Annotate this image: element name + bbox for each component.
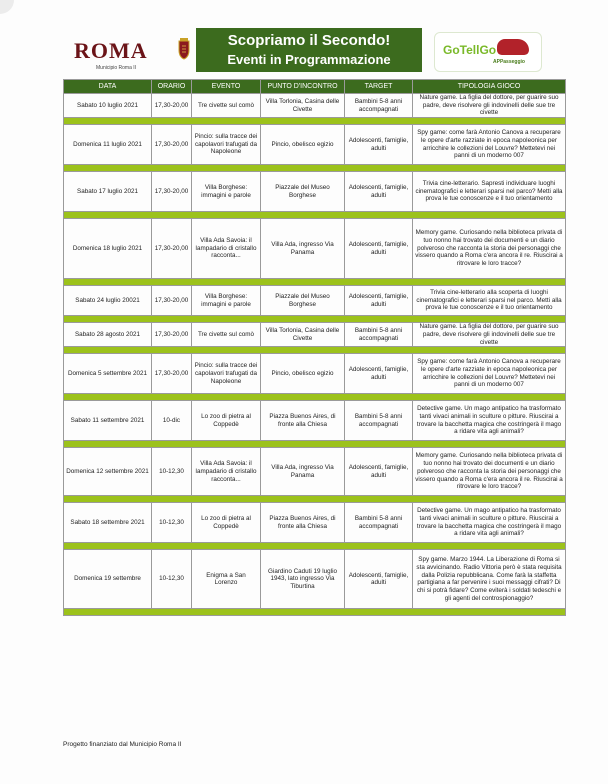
gotellgo-logo (434, 32, 542, 72)
column-header-punto: PUNTO D'INCONTRO (261, 80, 345, 94)
cell-date: Domenica 11 luglio 2021 (64, 125, 152, 165)
cell-time: 17,30-20,00 (152, 172, 192, 212)
row-separator-band (64, 279, 566, 286)
cell-game-type: Spy game: come farà Antonio Canova a recuperare le opere d'arte razziate in epoca napoleonica per arricchire le collezioni del Louvre? Mettetevi nei panni di un moderno 007 (413, 125, 566, 165)
cell-game-type: Nature game. La figlia del dottore, per guarire suo padre, deve risolvere gli indovinelli delle sue tre civette (413, 94, 566, 118)
cell-event: Lo zoo di pietra al Coppedè (192, 401, 261, 441)
row-separator (64, 609, 566, 616)
cell-target: Adolescenti, famiglie, adulti (345, 448, 413, 496)
row-separator (64, 394, 566, 401)
cell-game-type: Detective game. Un mago antipatico ha trasformato tanti vivaci animali in sculture o pitture. Riuscirai a trovare la bacchetta magica che costringerà il mago a ridare vita agli animali? (413, 401, 566, 441)
cell-game-type: Memory game. Curiosando nella biblioteca privata di tuo nonno hai trovato dei documenti e un diario polveroso che racconta la storia dei personaggi che vissero quando a Roma c'era ancora il re. Riuscirai a ritrovare le loro tracce? (413, 219, 566, 279)
cell-game-type: Trivia cine-letterario alla scoperta di luoghi cinematografici e letterari sparsi nel parco. Metti alla prova le tue conoscenze e il tuo orientamento (413, 286, 566, 316)
cell-meeting-point: Giardino Caduti 19 luglio 1943, lato ingresso Via Tiburtina (261, 550, 345, 609)
shoe-icon (497, 39, 529, 55)
cell-meeting-point: Piazza Buenos Aires, di fronte alla Chiesa (261, 401, 345, 441)
row-separator (64, 496, 566, 503)
cell-target: Bambini 5-8 anni accompagnati (345, 323, 413, 347)
row-separator (64, 165, 566, 172)
cell-time: 10-12,30 (152, 550, 192, 609)
roma-logo (74, 34, 194, 76)
table-row (64, 286, 566, 316)
cell-time: 17,30-20,00 (152, 125, 192, 165)
cell-date: Sabato 10 luglio 2021 (64, 94, 152, 118)
cell-target: Adolescenti, famiglie, adulti (345, 354, 413, 394)
document-header (60, 28, 565, 80)
cell-meeting-point: Piazza Buenos Aires, di fronte alla Chiesa (261, 503, 345, 543)
cell-event: Pincio: sulla tracce dei capolavori trafugati da Napoleone (192, 354, 261, 394)
cell-date: Domenica 5 settembre 2021 (64, 354, 152, 394)
row-separator-band (64, 347, 566, 354)
cell-meeting-point: Pincio, obelisco egizio (261, 125, 345, 165)
row-separator-band (64, 609, 566, 616)
cell-time: 17,30-20,00 (152, 354, 192, 394)
column-header-target: TARGET (345, 80, 413, 94)
cell-time: 17,30-20,00 (152, 219, 192, 279)
gotellgo-logo-word: GoTellGo (443, 43, 497, 57)
row-separator-band (64, 441, 566, 448)
roma-crest-icon (176, 38, 192, 60)
events-table (63, 79, 566, 616)
column-header-data: DATA (64, 80, 152, 94)
cell-meeting-point: Villa Ada, ingresso Via Panama (261, 448, 345, 496)
title-banner (196, 28, 422, 72)
cell-date: Domenica 18 luglio 2021 (64, 219, 152, 279)
cell-event: Lo zoo di pietra al Coppedè (192, 503, 261, 543)
cell-meeting-point: Piazzale del Museo Borghese (261, 172, 345, 212)
gotellgo-logo-sub: APPasseggio (493, 59, 525, 65)
cell-game-type: Nature game. La figlia del dottore, per guarire suo padre, deve risolvere gli indovinelli delle sue tre civette (413, 323, 566, 347)
row-separator (64, 316, 566, 323)
row-separator (64, 279, 566, 286)
cell-date: Sabato 28 agosto 2021 (64, 323, 152, 347)
table-row (64, 125, 566, 165)
cell-event: Villa Borghese: immagini e parole (192, 286, 261, 316)
table-row (64, 323, 566, 347)
cell-meeting-point: Villa Torlonia, Casina delle Civette (261, 94, 345, 118)
table-row (64, 550, 566, 609)
cell-event: Villa Borghese: immagini e parole (192, 172, 261, 212)
cell-target: Adolescenti, famiglie, adulti (345, 550, 413, 609)
table-row (64, 448, 566, 496)
cell-event: Villa Ada Savoia: il lampadario di cristallo racconta... (192, 219, 261, 279)
cell-event: Villa Ada Savoia: il lampadario di cristallo racconta... (192, 448, 261, 496)
cell-time: 10-12,30 (152, 503, 192, 543)
page-corner (0, 0, 14, 14)
row-separator-band (64, 165, 566, 172)
cell-event: Enigma a San Lorenzo (192, 550, 261, 609)
table-row (64, 219, 566, 279)
cell-event: Pincio: sulla tracce dei capolavori trafugati da Napoleone (192, 125, 261, 165)
cell-time: 10-dic (152, 401, 192, 441)
row-separator (64, 118, 566, 125)
table-row (64, 401, 566, 441)
roma-logo-word: ROMA (74, 38, 148, 63)
table-row (64, 172, 566, 212)
cell-meeting-point: Pincio, obelisco egizio (261, 354, 345, 394)
cell-game-type: Trivia cine-letterario. Sapresti individuare luoghi cinematografici e letterari sparsi nel parco? Metti alla prova le tue conoscenze e il tuo orientamento (413, 172, 566, 212)
cell-meeting-point: Villa Ada, ingresso Via Panama (261, 219, 345, 279)
cell-game-type: Memory game. Curiosando nella biblioteca privata di tuo nonno hai trovato dei documenti e un diario polveroso che racconta la storia dei personaggi che vissero quando a Roma c'era ancora il re. Riuscirai a ritrovare le loro tracce? (413, 448, 566, 496)
footer-note: Progetto finanziato dal Municipio Roma II (63, 741, 182, 748)
cell-meeting-point: Piazzale del Museo Borghese (261, 286, 345, 316)
cell-date: Domenica 12 settembre 2021 (64, 448, 152, 496)
cell-game-type: Detective game. Un mago antipatico ha trasformato tanti vivaci animali in sculture o pitture. Riuscirai a trovare la bacchetta magica che costringerà il mago a ridare vita agli animali? (413, 503, 566, 543)
table-row (64, 354, 566, 394)
cell-event: Tre civette sul comò (192, 94, 261, 118)
cell-target: Adolescenti, famiglie, adulti (345, 286, 413, 316)
cell-target: Adolescenti, famiglie, adulti (345, 125, 413, 165)
table-row (64, 94, 566, 118)
row-separator-band (64, 394, 566, 401)
table-header-row (64, 80, 566, 94)
cell-date: Sabato 11 settembre 2021 (64, 401, 152, 441)
cell-game-type: Spy game: come farà Antonio Canova a recuperare le opere d'arte razziate in epoca napoleonica per arricchire le collezioni del Louvre? Mettetevi nei panni di un moderno 007 (413, 354, 566, 394)
column-header-evento: EVENTO (192, 80, 261, 94)
cell-time: 17,30-20,00 (152, 323, 192, 347)
cell-time: 17,30-20,00 (152, 94, 192, 118)
row-separator (64, 441, 566, 448)
row-separator (64, 347, 566, 354)
cell-event: Tre civette sul comò (192, 323, 261, 347)
cell-game-type: Spy game. Marzo 1944. La Liberazione di Roma si sta avvicinando. Radio Vittoria però è stata requisita dalla Polizia repubblicana. Come farà la staffetta partigiana a far pervenire i suoi messaggi cifrati? Di chi si potrà fidare? Come eviterà i soldati tedeschi e gli agenti del controspionaggio? (413, 550, 566, 609)
row-separator-band (64, 316, 566, 323)
column-header-orario: ORARIO (152, 80, 192, 94)
cell-time: 10-12,30 (152, 448, 192, 496)
cell-target: Bambini 5-8 anni accompagnati (345, 94, 413, 118)
cell-date: Sabato 18 settembre 2021 (64, 503, 152, 543)
table-row (64, 503, 566, 543)
cell-meeting-point: Villa Torlonia, Casina delle Civette (261, 323, 345, 347)
row-separator-band (64, 212, 566, 219)
column-header-tipologia: TIPOLOGIA GIOCO (413, 80, 566, 94)
cell-date: Sabato 17 luglio 2021 (64, 172, 152, 212)
cell-target: Bambini 5-8 anni accompagnati (345, 503, 413, 543)
cell-target: Adolescenti, famiglie, adulti (345, 219, 413, 279)
row-separator-band (64, 496, 566, 503)
row-separator (64, 543, 566, 550)
cell-target: Adolescenti, famiglie, adulti (345, 172, 413, 212)
cell-target: Bambini 5-8 anni accompagnati (345, 401, 413, 441)
cell-time: 17,30-20,00 (152, 286, 192, 316)
page-subtitle: Eventi in Programmazione (227, 52, 391, 67)
row-separator-band (64, 543, 566, 550)
page-title: Scopriamo il Secondo! (227, 32, 391, 49)
cell-date: Sabato 24 luglio 20021 (64, 286, 152, 316)
roma-logo-sub: Municipio Roma II (96, 65, 137, 71)
row-separator-band (64, 118, 566, 125)
cell-date: Domenica 19 settembre (64, 550, 152, 609)
row-separator (64, 212, 566, 219)
